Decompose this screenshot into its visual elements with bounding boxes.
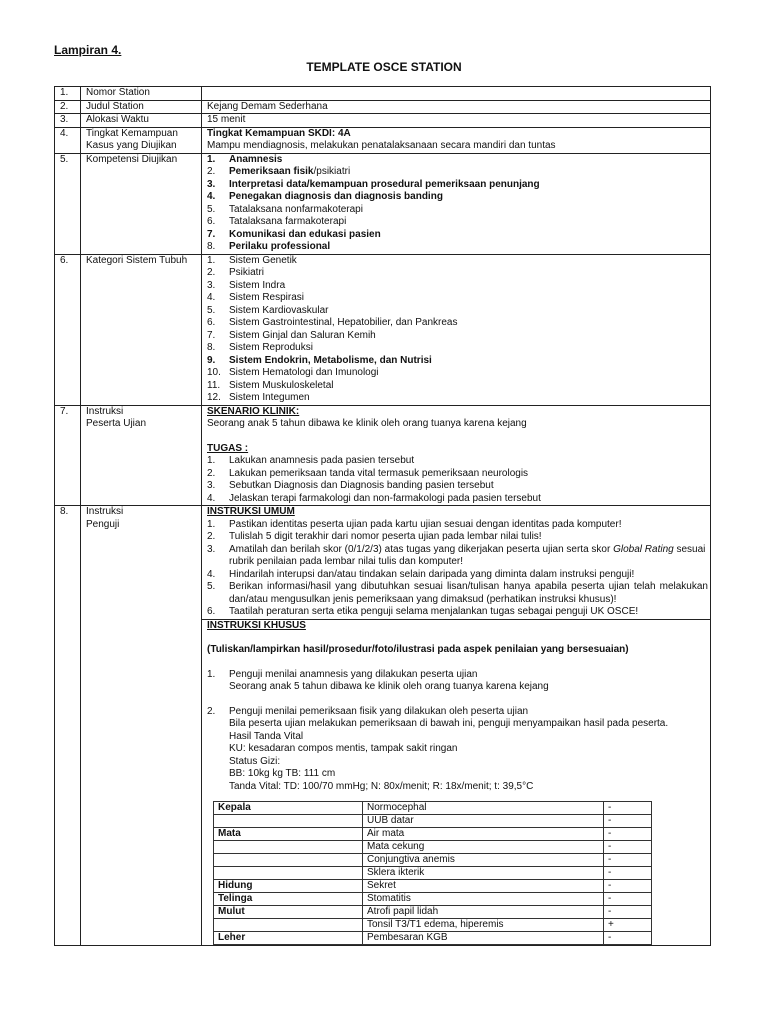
- row-number: 8.: [55, 506, 81, 946]
- list-item: [207, 392, 708, 405]
- instruksi-umum-cell: [202, 506, 711, 620]
- exam-value: -: [604, 880, 652, 893]
- table-row: [214, 919, 652, 932]
- row-tingkat-kemampuan: [55, 127, 711, 153]
- skenario-heading: SKENARIO KLINIK:: [207, 405, 300, 417]
- exam-part: [214, 815, 363, 828]
- list-item: [207, 581, 708, 606]
- item-text: Sistem Indra: [229, 279, 286, 291]
- item-text: Penegakan diagnosis dan diagnosis banding: [229, 191, 443, 202]
- list-item: [207, 468, 708, 481]
- list-item: [207, 179, 708, 192]
- item-number: 3.: [207, 279, 216, 291]
- row-value: [202, 87, 711, 101]
- exam-finding: Atrofi papil lidah: [363, 906, 604, 919]
- item-number: 11.: [207, 379, 221, 391]
- list-item: [207, 317, 708, 330]
- item-text: Lakukan pemeriksaan tanda vital termasuk pemeriksaan neurologis: [229, 467, 529, 479]
- exam-value: -: [604, 906, 652, 919]
- item-number: 5.: [207, 304, 216, 316]
- table-row: [214, 854, 652, 867]
- exam-part: Telinga: [214, 893, 363, 906]
- table-row: [214, 906, 652, 919]
- item-text: Pemeriksaan fisik: [229, 166, 314, 177]
- exam-part: Mulut: [214, 906, 363, 919]
- item-text: Tulislah 5 digit terakhir dari nomor peserta ujian pada lembar nilai tulis!: [229, 531, 542, 542]
- row-nomor-station: [55, 87, 711, 101]
- item-text: Perilaku professional: [229, 241, 331, 252]
- row-label: Alokasi Waktu: [81, 114, 202, 128]
- exam-finding: Pembesaran KGB: [363, 932, 604, 945]
- item-number: 3.: [207, 178, 216, 190]
- item-text: Sebutkan Diagnosis dan Diagnosis banding pasien tersebut: [229, 480, 494, 491]
- item-text: Psikiatri: [229, 267, 265, 278]
- exam-value: -: [604, 841, 652, 854]
- item-subtext: KU: kesadaran compos mentis, tampak sakit ringan: [229, 743, 458, 754]
- item-number: 2.: [207, 267, 216, 278]
- list-item: [207, 191, 708, 204]
- row-number: 4.: [55, 127, 81, 153]
- list-item: [207, 380, 708, 393]
- table-row: [214, 880, 652, 893]
- list-item: [207, 292, 708, 305]
- list-item: [207, 355, 708, 368]
- tugas-heading: TUGAS :: [207, 442, 249, 454]
- exam-finding: Normocephal: [363, 802, 604, 815]
- list-item: [207, 493, 708, 506]
- item-number: 6.: [207, 606, 216, 617]
- item-subtext: Seorang anak 5 tahun dibawa ke klinik oleh orang tuanya karena kejang: [229, 681, 549, 692]
- list-item: [207, 544, 708, 569]
- item-subtext: BB: 10kg kg TB: 111 cm: [229, 768, 336, 779]
- row-label-line: Penguji: [86, 518, 120, 530]
- item-text: Sistem Gastrointestinal, Hepatobilier, dan Pankreas: [229, 317, 458, 328]
- item-number: 10.: [207, 367, 221, 378]
- exam-value: -: [604, 802, 652, 815]
- item-text: Lakukan anamnesis pada pasien tersebut: [229, 455, 415, 466]
- item-number: 8.: [207, 241, 216, 252]
- row-value: 15 menit: [202, 114, 711, 128]
- exam-part: Mata: [214, 828, 363, 841]
- exam-value: -: [604, 828, 652, 841]
- list-item: [207, 519, 708, 532]
- exam-finding: Sekret: [363, 880, 604, 893]
- table-row: [214, 841, 652, 854]
- item-text: Sistem Hematologi dan Imunologi: [229, 367, 379, 378]
- table-row: [214, 815, 652, 828]
- item-text: Tatalaksana farmakoterapi: [229, 216, 347, 227]
- item-number: 1.: [207, 668, 216, 680]
- list-item: [207, 216, 708, 229]
- exam-finding: Tonsil T3/T1 edema, hiperemis: [363, 919, 604, 932]
- instruksi-khusus-cell: [202, 619, 711, 946]
- skdi-heading: Tingkat Kemampuan SKDI: 4A: [207, 127, 351, 139]
- attachment-label: Lampiran 4.: [54, 43, 122, 57]
- row-number: 1.: [55, 87, 81, 101]
- exam-value: -: [604, 893, 652, 906]
- item-text: Sistem Ginjal dan Saluran Kemih: [229, 329, 376, 341]
- item-number: 2.: [207, 531, 216, 542]
- item-text-suffix: /psikiatri: [313, 166, 351, 177]
- exam-part: [214, 841, 363, 854]
- exam-value: -: [604, 867, 652, 880]
- item-number: 6.: [207, 317, 216, 328]
- row-label-line: Tingkat Kemampuan: [86, 127, 178, 139]
- document-title: TEMPLATE OSCE STATION: [306, 60, 462, 74]
- item-number: 2.: [207, 705, 216, 717]
- table-row: [214, 893, 652, 906]
- exam-part: [214, 854, 363, 867]
- item-number: 12.: [207, 392, 221, 403]
- item-text-cont: sesuai rubrik penilaian pada lembar nilai tulis dan komputer!: [229, 543, 706, 567]
- table-row: [214, 802, 652, 815]
- row-label: [81, 506, 202, 946]
- item-text: Sistem Integumen: [229, 392, 310, 403]
- list-item: [207, 255, 708, 268]
- row-value: [202, 405, 711, 506]
- item-number: 5.: [207, 581, 216, 592]
- item-text: Interpretasi data/kemampuan prosedural pemeriksaan penunjang: [229, 178, 540, 190]
- list-item: [207, 305, 708, 318]
- table-row: [214, 828, 652, 841]
- exam-part: [214, 867, 363, 880]
- item-number: 9.: [207, 354, 216, 366]
- row-label-line: Peserta Ujian: [86, 418, 147, 429]
- list-item: [207, 241, 708, 254]
- list-item: [207, 204, 708, 217]
- item-text: Sistem Muskuloskeletal: [229, 379, 334, 391]
- item-number: 4.: [207, 191, 216, 202]
- row-label-line: Instruksi: [86, 405, 124, 417]
- item-text: Berikan informasi/hasil yang dibutuhkan sesuai lisan/tulisan hanya apabila peserta ujian telah melakukan dan/atau mengusulkan jenis pemeriksaan yang dimaksud (perhatikan instruksi khusus)!: [229, 581, 708, 605]
- exam-value: -: [604, 854, 652, 867]
- item-number: 3.: [207, 543, 216, 555]
- list-item: [207, 342, 708, 355]
- row-label: Kategori Sistem Tubuh: [81, 254, 202, 405]
- physical-exam-table: [213, 801, 652, 945]
- item-number: 4.: [207, 568, 216, 580]
- row-label-line: Instruksi: [86, 506, 124, 517]
- row-value: [202, 153, 711, 254]
- row-label: [81, 127, 202, 153]
- item-text: Sistem Respirasi: [229, 292, 305, 303]
- row-label: Judul Station: [81, 100, 202, 114]
- item-text-italic: Global Rating: [613, 543, 674, 555]
- row-number: 5.: [55, 153, 81, 254]
- item-number: 2.: [207, 166, 216, 177]
- item-number: 5.: [207, 203, 216, 215]
- item-number: 1.: [207, 518, 216, 530]
- row-judul-station: [55, 100, 711, 114]
- exam-finding: Sklera ikterik: [363, 867, 604, 880]
- item-number: 6.: [207, 216, 216, 227]
- list-item: [207, 267, 708, 280]
- osce-template-table: [54, 86, 711, 946]
- list-item: [207, 367, 708, 380]
- row-alokasi-waktu: [55, 114, 711, 128]
- umum-heading: INSTRUKSI UMUM: [207, 506, 295, 517]
- list-item: [207, 606, 708, 619]
- item-text: Sistem Reproduksi: [229, 342, 313, 353]
- list-item: [207, 330, 708, 343]
- exam-finding: Air mata: [363, 828, 604, 841]
- list-item: [207, 280, 708, 293]
- exam-finding: Mata cekung: [363, 841, 604, 854]
- row-label-line: Kasus yang Diujikan: [86, 140, 177, 151]
- row-number: 2.: [55, 100, 81, 114]
- exam-value: +: [604, 919, 652, 932]
- skdi-description: Mampu mendiagnosis, melakukan penatalaksanaan secara mandiri dan tuntas: [207, 140, 556, 151]
- table-row: [214, 932, 652, 945]
- item-text: Penguji menilai anamnesis yang dilakukan peserta ujian: [229, 668, 478, 680]
- item-text: Sistem Genetik: [229, 254, 297, 266]
- row-instruksi-peserta: [55, 405, 711, 506]
- exam-value: -: [604, 815, 652, 828]
- item-text: Taatilah peraturan serta etika penguji selama menjalankan tugas sebagai penguji UK OSCE!: [229, 606, 639, 617]
- item-text: Pastikan identitas peserta ujian pada kartu ujian sesuai dengan identitas pada komputer!: [229, 518, 622, 530]
- list-item: [207, 166, 708, 179]
- list-item: [207, 569, 708, 582]
- item-number: 3.: [207, 480, 216, 491]
- item-text: Tatalaksana nonfarmakoterapi: [229, 203, 363, 215]
- row-kategori-sistem: [55, 254, 711, 405]
- list-item: [207, 455, 708, 468]
- item-number: 2.: [207, 467, 216, 479]
- exam-value: -: [604, 932, 652, 945]
- item-subtext: Bila peserta ujian melakukan pemeriksaan di bawah ini, penguji menyampaikan hasil pada peserta.: [229, 718, 669, 729]
- item-number: 4.: [207, 292, 216, 303]
- item-number: 8.: [207, 342, 216, 353]
- table-row: [214, 867, 652, 880]
- exam-part: Hidung: [214, 880, 363, 893]
- list-item: [207, 154, 708, 167]
- exam-part: Leher: [214, 932, 363, 945]
- row-instruksi-penguji: [55, 506, 711, 620]
- item-text: Sistem Kardiovaskular: [229, 304, 329, 316]
- exam-finding: Conjungtiva anemis: [363, 854, 604, 867]
- list-item: [207, 480, 708, 493]
- row-label: Kompetensi Diujikan: [81, 153, 202, 254]
- item-subtext: Hasil Tanda Vital: [229, 730, 304, 742]
- row-value: [202, 254, 711, 405]
- skenario-text: Seorang anak 5 tahun dibawa ke klinik oleh orang tuanya karena kejang: [207, 418, 527, 429]
- item-text: Amatilah dan berilah skor (0/1/2/3) atas tugas yang dikerjakan peserta ujian serta skor: [229, 543, 611, 555]
- row-number: 3.: [55, 114, 81, 128]
- item-text: Anamnesis: [229, 153, 283, 165]
- exam-finding: Stomatitis: [363, 893, 604, 906]
- row-number: 6.: [55, 254, 81, 405]
- row-label: [81, 405, 202, 506]
- item-text: Komunikasi dan edukasi pasien: [229, 228, 381, 240]
- item-number: 7.: [207, 228, 216, 240]
- list-item: [207, 531, 708, 544]
- row-number: 7.: [55, 405, 81, 506]
- item-subtext: Status Gizi:: [229, 755, 281, 767]
- exam-finding: UUB datar: [363, 815, 604, 828]
- item-number: 7.: [207, 329, 216, 341]
- item-number: 1.: [207, 254, 216, 266]
- item-subtext: Tanda Vital: TD: 100/70 mmHg; N: 80x/menit; R: 18x/menit; t: 39,5°C: [229, 780, 534, 792]
- list-item: [207, 229, 708, 242]
- row-value: [202, 127, 711, 153]
- row-label: Nomor Station: [81, 87, 202, 101]
- list-item: [207, 706, 708, 719]
- item-number: 4.: [207, 492, 216, 504]
- item-text: Hindarilah interupsi dan/atau tindakan selain daripada yang diminta dalam instruksi penguji!: [229, 568, 635, 580]
- khusus-note: (Tuliskan/lampirkan hasil/prosedur/foto/ilustrasi pada aspek penilaian yang bersesuaian): [207, 644, 629, 655]
- row-kompetensi: [55, 153, 711, 254]
- item-text: Sistem Endokrin, Metabolisme, dan Nutrisi: [229, 354, 432, 366]
- exam-part: [214, 919, 363, 932]
- item-text: Jelaskan terapi farmakologi dan non-farmakologi pada pasien tersebut: [229, 492, 541, 504]
- khusus-heading: INSTRUKSI KHUSUS: [207, 619, 306, 631]
- list-item: [207, 669, 708, 682]
- exam-part: Kepala: [214, 802, 363, 815]
- row-value: Kejang Demam Sederhana: [202, 100, 711, 114]
- item-number: 1.: [207, 455, 216, 466]
- item-text: Penguji menilai pemeriksaan fisik yang dilakukan oleh peserta ujian: [229, 705, 529, 717]
- item-number: 1.: [207, 153, 216, 165]
